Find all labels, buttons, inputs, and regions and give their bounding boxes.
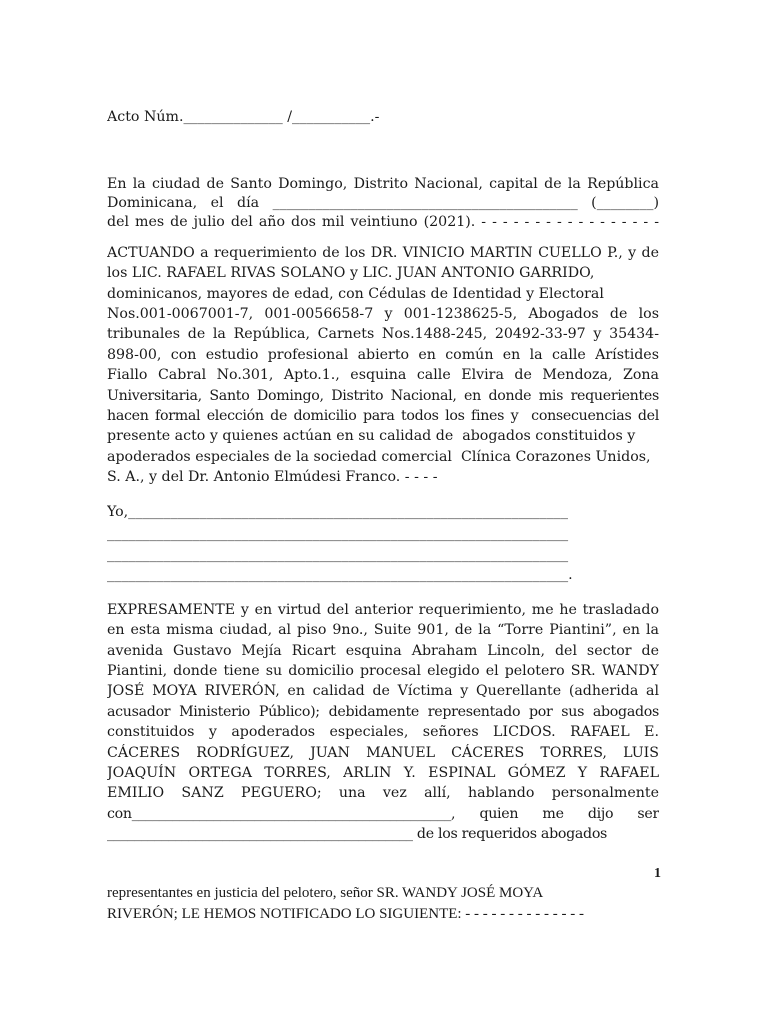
- expresamente-line: avenida Gustavo Mejía Ricart esquina Abraham Lincoln, del sector de: [107, 643, 659, 659]
- expresamente-line: EMILIO SANZ PEGUERO; una vez allí, hablando personalmente: [107, 785, 659, 801]
- blank-line: _________________________________________________________________: [107, 526, 569, 542]
- expresamente-line: _____________________________________________ de los requeridos abogados: [107, 826, 608, 842]
- act-number-header: Acto Núm.______________ /___________.-: [107, 109, 380, 125]
- expresamente-line: con_______________________________________________, quien me dijo ser: [107, 806, 659, 822]
- actuando-line: tribunales de la República, Carnets Nos.1488-245, 20492-33-97 y 35434-: [107, 326, 659, 342]
- actuando-line: ACTUANDO a requerimiento de los DR. VINICIO MARTIN CUELLO P., y de: [107, 245, 659, 261]
- expresamente-line: EXPRESAMENTE y en virtud del anterior requerimiento, me he trasladado: [107, 602, 659, 618]
- expresamente-line: JOSÉ MOYA RIVERÓN, en calidad de Víctima y Querellante (adherida al: [107, 683, 659, 699]
- actuando-line: presente acto y quienes actúan en su calidad de abogados constituidos y: [107, 428, 636, 444]
- intro-line: En la ciudad de Santo Domingo, Distrito Nacional, capital de la República: [107, 176, 659, 192]
- expresamente-line: constituidos y apoderados especiales, señores LICDOS. RAFAEL E.: [107, 724, 659, 740]
- actuando-line: 898-00, con estudio profesional abierto en común en la calle Arístides: [107, 347, 659, 363]
- continuation-line: representantes en justicia del pelotero, señor SR. WANDY JOSÉ MOYA: [107, 885, 544, 901]
- expresamente-line: JOAQUÍN ORTEGA TORRES, ARLIN Y. ESPINAL GÓMEZ Y RAFAEL: [107, 765, 659, 781]
- actuando-line: hacen formal elección de domicilio para todos los fines y consecuencias del: [107, 408, 659, 424]
- expresamente-line: Piantini, donde tiene su domicilio procesal elegido el pelotero SR. WANDY: [107, 663, 659, 679]
- expresamente-line: en esta misma ciudad, al piso 9no., Suite 901, de la “Torre Piantini”, en la: [107, 622, 659, 638]
- actuando-line: apoderados especiales de la sociedad comercial Clínica Corazones Unidos,: [107, 449, 651, 465]
- actuando-line: Fiallo Cabral No.301, Apto.1., esquina calle Elvira de Mendoza, Zona: [107, 367, 659, 383]
- continuation-line: RIVERÓN; LE HEMOS NOTIFICADO LO SIGUIENTE: - - - - - - - - - - - - - -: [107, 906, 584, 922]
- actuando-line: los LIC. RAFAEL RIVAS SOLANO y LIC. JUAN ANTONIO GARRIDO,: [107, 265, 595, 281]
- yo-line: Yo,______________________________________________________________: [107, 504, 568, 520]
- actuando-line: Nos.001-0067001-7, 001-0056658-7 y 001-1238625-5, Abogados de los: [107, 306, 659, 322]
- actuando-line: Universitaria, Santo Domingo, Distrito Nacional, en donde mis requerientes: [107, 388, 659, 404]
- actuando-line: S. A., y del Dr. Antonio Elmúdesi Franco. - - - -: [107, 469, 438, 485]
- intro-line: Dominicana, el día ___________________________________________ (________): [107, 195, 659, 211]
- intro-line: del mes de julio del año dos mil veintiuno (2021). - - - - - - - - - - - - - - - - -: [107, 214, 659, 230]
- blank-line: _________________________________________________________________: [107, 547, 569, 563]
- blank-line: _________________________________________________________________.: [107, 567, 573, 583]
- expresamente-line: acusador Ministerio Público); debidamente representado por sus abogados: [107, 704, 659, 720]
- expresamente-line: CÁCERES RODRÍGUEZ, JUAN MANUEL CÁCERES TORRES, LUIS: [107, 745, 659, 761]
- actuando-line: dominicanos, mayores de edad, con Cédulas de Identidad y Electoral: [107, 286, 604, 302]
- page-number: 1: [654, 866, 661, 881]
